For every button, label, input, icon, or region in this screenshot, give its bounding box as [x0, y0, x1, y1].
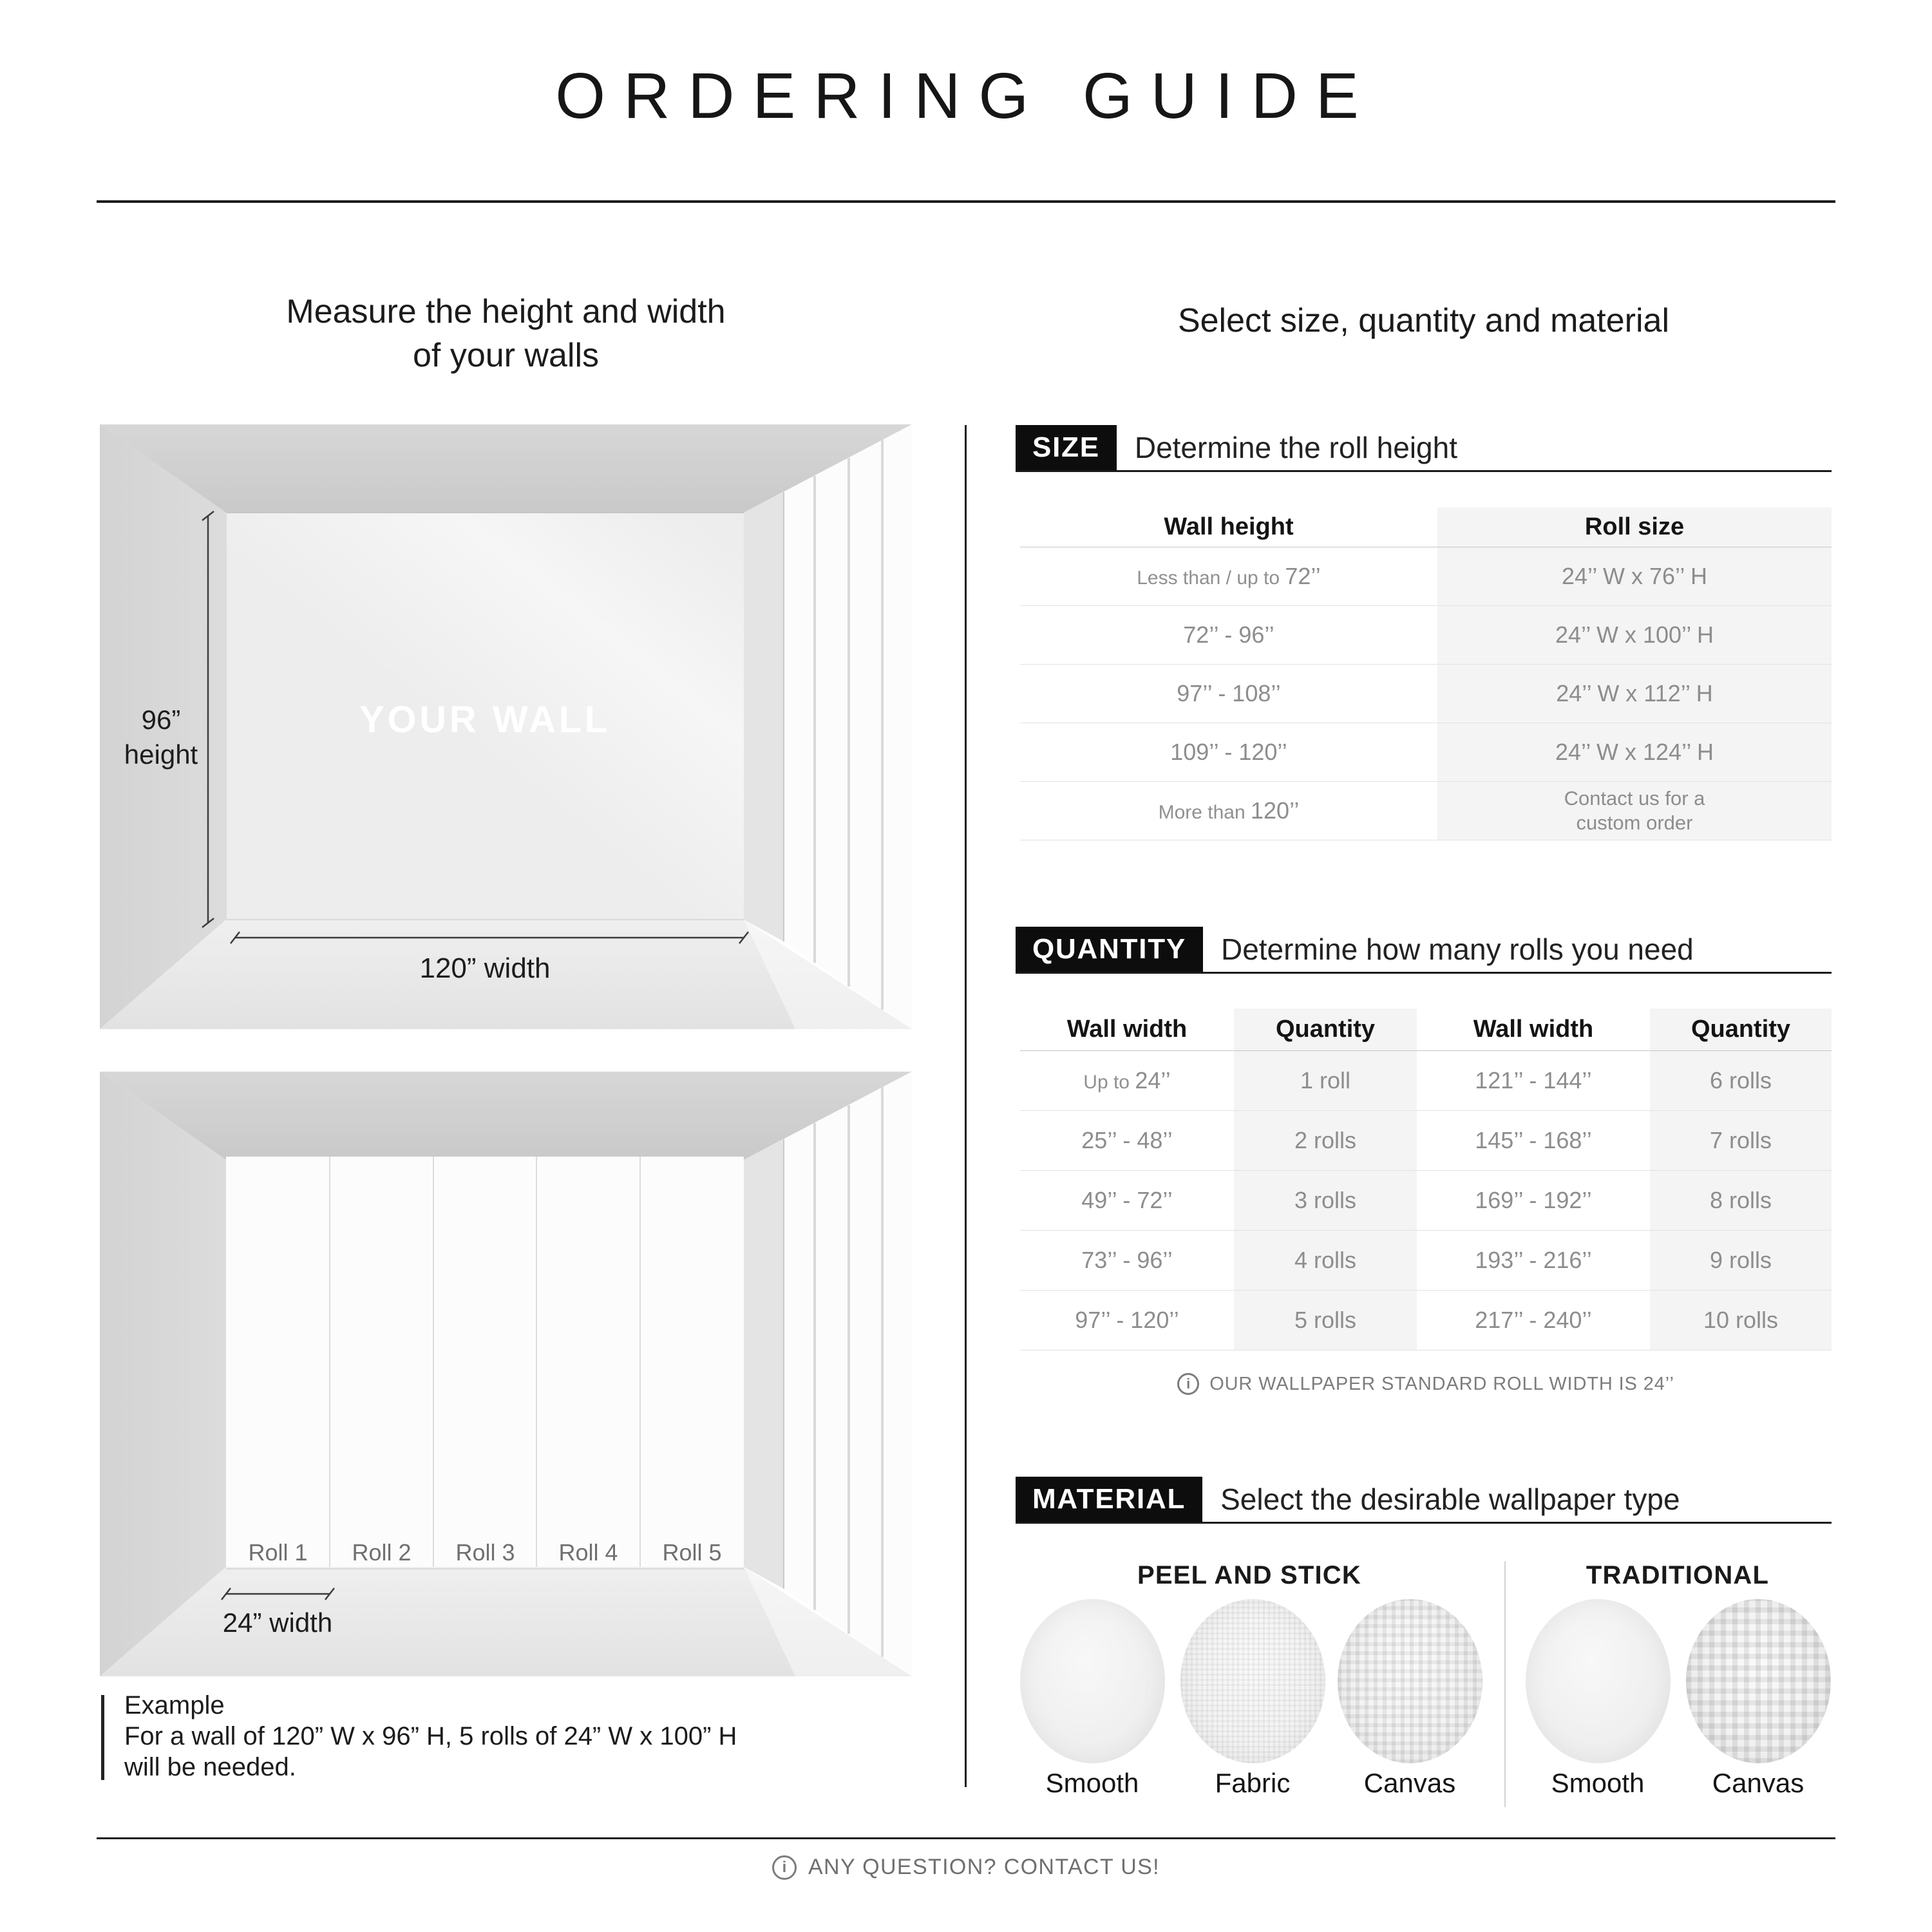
window-pillar [744, 492, 784, 942]
size-table-row [1020, 665, 1832, 723]
traditional-smooth-swatch [1526, 1599, 1671, 1763]
peel-canvas-swatch [1338, 1599, 1482, 1763]
quantity-cell: 3 rolls [1234, 1171, 1417, 1230]
height-dimension-label [106, 703, 216, 772]
quantity-table [1020, 1009, 1832, 1350]
wall-height-cell [1020, 606, 1437, 664]
quantity-header-quantity-1: Quantity [1234, 1009, 1417, 1050]
wall-height-prefix: Less than / up to [1137, 567, 1285, 589]
quantity-cell: 1 roll [1234, 1051, 1417, 1110]
wall-width-cell [1020, 1051, 1234, 1110]
peel-smooth-swatch [1020, 1599, 1165, 1763]
quantity-table-row [1020, 1051, 1832, 1111]
traditional-heading: TRADITIONAL [1586, 1561, 1770, 1589]
example-accent-bar [101, 1695, 104, 1780]
footer-divider-line [97, 1837, 1835, 1839]
roll-5-label: Roll 5 [662, 1539, 722, 1566]
wall-width-cell: 169’’ - 192’’ [1475, 1187, 1592, 1213]
roll-size-cell: 24’’ W x 76’’ H [1437, 547, 1832, 605]
custom-order-line1: Contact us for a [1564, 787, 1705, 810]
size-table-row [1020, 606, 1832, 665]
left-column-heading [100, 290, 912, 377]
roll-size-cell: 24’’ W x 112’’ H [1437, 665, 1832, 723]
quantity-header-wall-width-1: Wall width [1066, 1016, 1188, 1043]
wall-width-cell: 193’’ - 216’’ [1475, 1247, 1592, 1273]
quantity-header-wall-width-2: Wall width [1473, 1016, 1594, 1043]
wall-width-cell: 97’’ - 120’’ [1075, 1307, 1179, 1333]
quantity-table-row [1020, 1231, 1832, 1291]
wall-width-cell: 121’’ - 144’’ [1475, 1067, 1592, 1094]
quantity-table-row [1020, 1171, 1832, 1231]
traditional-canvas-label: Canvas [1712, 1768, 1804, 1798]
wall-height-cell [1020, 723, 1437, 781]
peel-canvas-label: Canvas [1363, 1768, 1456, 1798]
info-icon [772, 1855, 797, 1880]
footer [0, 1855, 1932, 1880]
size-table [1020, 507, 1832, 840]
size-table-row [1020, 723, 1832, 782]
roll-size-cell-custom [1437, 782, 1832, 840]
size-table-row [1020, 782, 1832, 840]
roll-width-note-text: OUR WALLPAPER STANDARD ROLL WIDTH IS 24’’ [1209, 1373, 1674, 1394]
wall-height-cell [1020, 547, 1437, 605]
wall-height-value: 109’’ - 120’’ [1170, 739, 1287, 765]
example-title: Example [124, 1691, 225, 1719]
custom-order-line2: custom order [1576, 811, 1693, 834]
wall-height-value: 72’’ [1285, 563, 1321, 589]
quantity-cell: 8 rolls [1650, 1171, 1832, 1230]
quantity-badge: QUANTITY [1016, 927, 1203, 972]
info-icon [1177, 1373, 1199, 1395]
wall-height-value: 72’’ - 96’’ [1183, 621, 1274, 648]
room-illustration-measure [100, 424, 912, 1029]
peel-and-stick-heading: PEEL AND STICK [1137, 1561, 1361, 1589]
window-pillar [744, 1139, 784, 1589]
wall-width-prefix: Up to [1083, 1072, 1135, 1093]
traditional-smooth-label: Smooth [1551, 1768, 1645, 1798]
wall-width-cell: 73’’ - 96’’ [1081, 1247, 1173, 1273]
roll-width-note [1020, 1373, 1832, 1395]
quantity-cell: 10 rolls [1650, 1291, 1832, 1350]
wall-height-cell [1020, 665, 1437, 723]
page-title: ORDERING GUIDE [555, 60, 1377, 132]
quantity-header-quantity-2: Quantity [1650, 1009, 1832, 1050]
example-block [124, 1690, 929, 1783]
column-divider-line [965, 425, 967, 1787]
wall-height-cell [1020, 782, 1437, 840]
wall-width-cell: 217’’ - 240’’ [1475, 1307, 1592, 1333]
quantity-section-header [1016, 927, 1832, 974]
left-heading-line2: of your walls [413, 337, 599, 374]
size-table-row [1020, 547, 1832, 606]
peel-smooth-label: Smooth [1045, 1768, 1139, 1798]
wall-width-cell: 25’’ - 48’’ [1081, 1127, 1173, 1153]
top-divider-line [97, 200, 1835, 203]
wallpaper-roll-panels [226, 1157, 744, 1569]
material-subtitle: Select the desirable wallpaper type [1220, 1482, 1680, 1516]
size-header-roll-size: Roll size [1437, 507, 1832, 547]
wall-height-value: 97’’ - 108’’ [1177, 680, 1281, 706]
quantity-cell: 2 rolls [1234, 1111, 1417, 1170]
quantity-cell: 4 rolls [1234, 1231, 1417, 1290]
traditional-canvas-swatch [1686, 1599, 1831, 1763]
quantity-table-header-row [1020, 1009, 1832, 1051]
quantity-subtitle: Determine how many rolls you need [1220, 933, 1694, 966]
your-wall-label: YOUR WALL [359, 699, 611, 741]
quantity-cell: 5 rolls [1234, 1291, 1417, 1350]
quantity-table-row [1020, 1111, 1832, 1171]
peel-fabric-label: Fabric [1215, 1768, 1291, 1798]
roll-3-label: Roll 3 [455, 1539, 515, 1566]
quantity-cell: 6 rolls [1650, 1051, 1832, 1110]
roll-size-cell: 24’’ W x 124’’ H [1437, 723, 1832, 781]
size-badge: SIZE [1016, 425, 1117, 470]
wall-width-cell: 49’’ - 72’’ [1081, 1187, 1173, 1213]
roll-1-label: Roll 1 [248, 1539, 308, 1566]
roll-2-label: Roll 2 [352, 1539, 412, 1566]
roll-width-label: 24” width [222, 1607, 333, 1638]
room2-svg [100, 1072, 912, 1676]
wall-height-value: 120’’ [1251, 797, 1300, 824]
size-section-header [1016, 425, 1832, 472]
wall-width-value: 24’’ [1135, 1067, 1171, 1094]
example-line2: will be needed. [124, 1753, 296, 1781]
room-illustration-rolls [100, 1072, 912, 1676]
roll-size-cell: 24’’ W x 100’’ H [1437, 606, 1832, 664]
wall-height-prefix: More than [1158, 802, 1251, 823]
info-icon-glyph: i [1186, 1376, 1191, 1392]
quantity-table-row [1020, 1291, 1832, 1350]
size-header-wall-height: Wall height [1164, 513, 1294, 540]
quantity-cell: 7 rolls [1650, 1111, 1832, 1170]
quantity-cell: 9 rolls [1650, 1231, 1832, 1290]
roll-4-label: Roll 4 [558, 1539, 618, 1566]
material-section-header [1016, 1477, 1832, 1524]
wall-width-cell: 145’’ - 168’’ [1475, 1127, 1592, 1153]
size-table-header-row [1020, 507, 1832, 547]
peel-fabric-swatch [1180, 1599, 1325, 1763]
width-dimension-label: 120” width [419, 952, 551, 984]
material-badge: MATERIAL [1016, 1477, 1202, 1522]
height-value: 96” [141, 705, 181, 735]
info-icon-glyph: i [782, 1858, 787, 1876]
height-word: height [124, 739, 198, 770]
footer-text: ANY QUESTION? CONTACT US! [808, 1855, 1160, 1879]
left-heading-line1: Measure the height and width [286, 293, 726, 330]
size-subtitle: Determine the roll height [1134, 431, 1457, 464]
example-line1: For a wall of 120” W x 96” H, 5 rolls of 24” W x 100” H [124, 1722, 737, 1750]
right-column-heading: Select size, quantity and material [1177, 302, 1670, 339]
